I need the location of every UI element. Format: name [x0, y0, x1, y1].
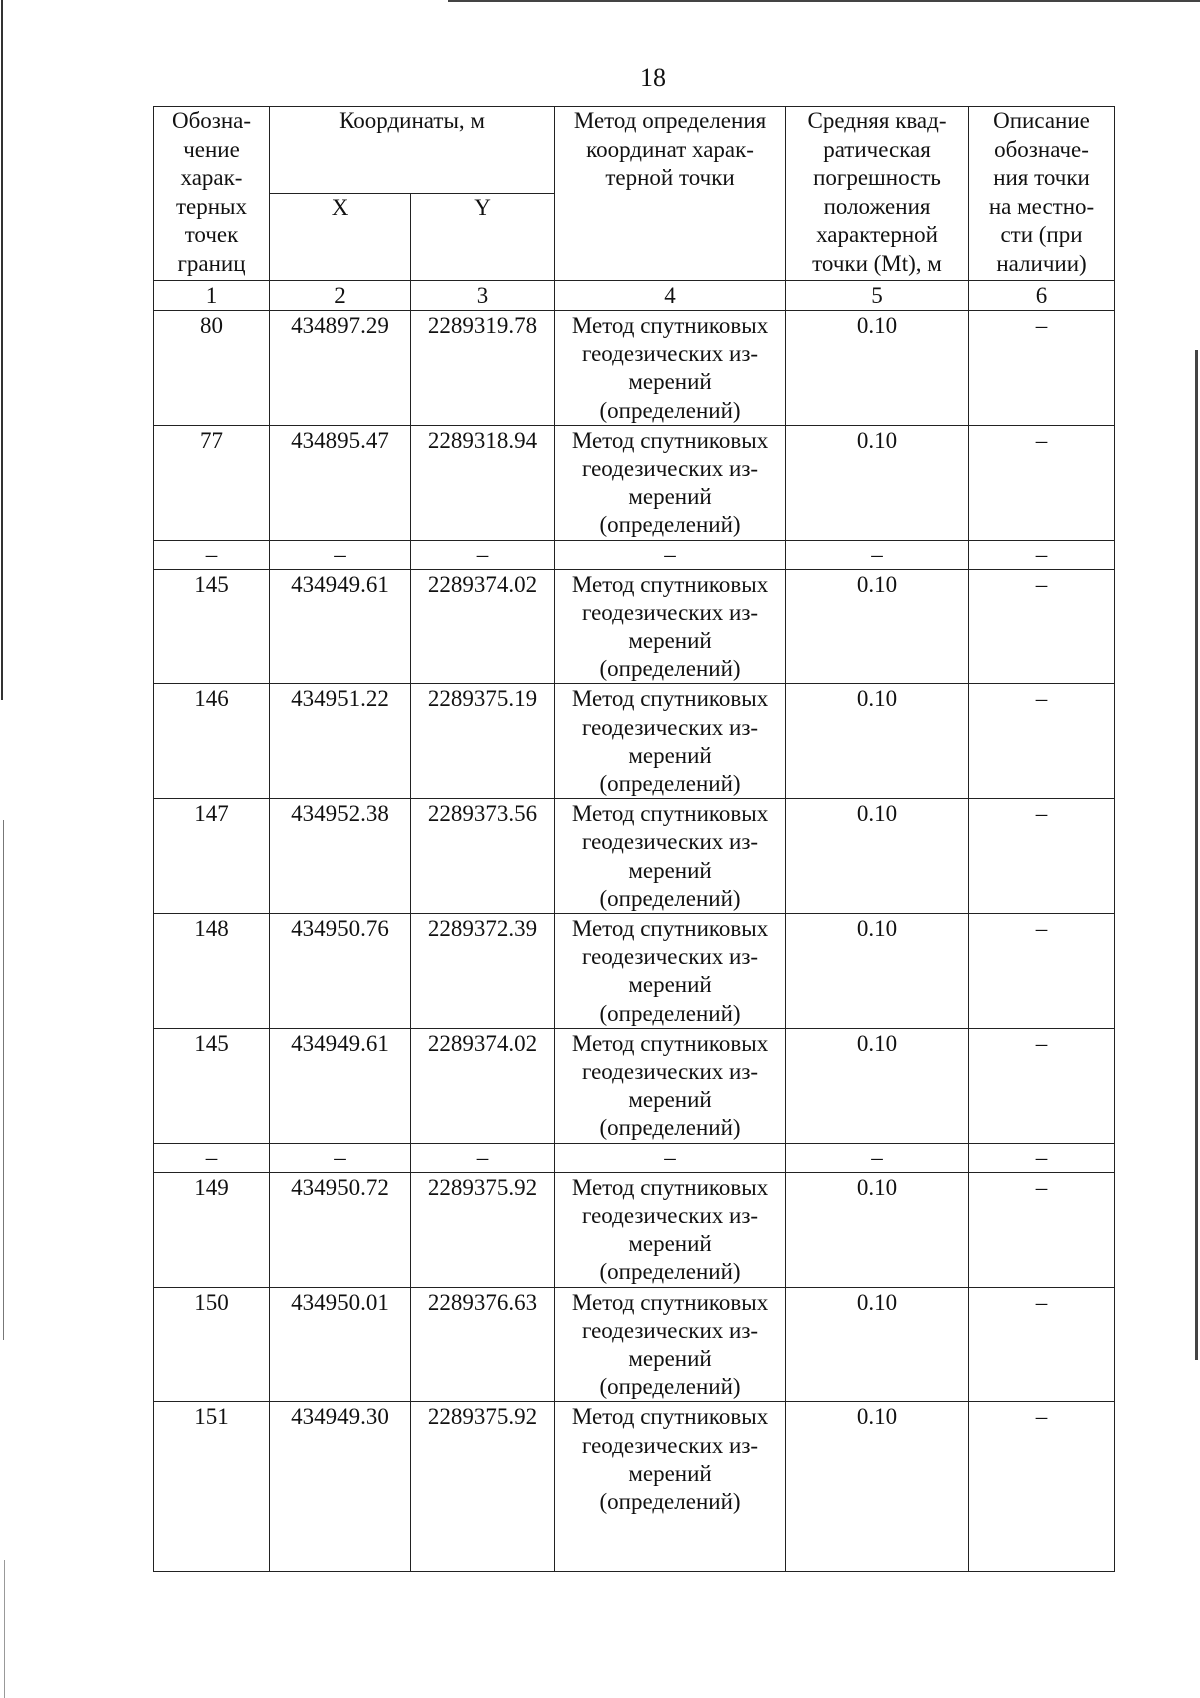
description-cell: –: [969, 684, 1115, 799]
y-coordinate-cell: 2289375.92: [411, 1402, 555, 1572]
column-number: 2: [270, 281, 411, 311]
description-cell: –: [969, 311, 1115, 426]
error-cell: 0.10: [786, 1028, 969, 1143]
x-coordinate-cell: 434949.61: [270, 569, 411, 684]
y-coordinate-cell: 2289372.39: [411, 914, 555, 1029]
point-cell: 150: [154, 1287, 270, 1402]
gap-cell: –: [969, 1143, 1115, 1172]
x-coordinate-cell: 434897.29: [270, 311, 411, 426]
method-cell: Метод спутниковых геодезических из- мерений (определений): [555, 425, 786, 540]
header-error: Средняя квад- ратическая погрешность положения характерной точки (Mt), м: [786, 107, 969, 281]
table-row: [154, 1028, 1115, 1143]
table-row: [154, 799, 1115, 914]
method-cell: Метод спутниковых геодезических из- мерений (определений): [555, 1028, 786, 1143]
point-cell: 149: [154, 1172, 270, 1287]
method-cell: Метод спутниковых геодезических из- мерений (определений): [555, 311, 786, 426]
gap-cell: –: [411, 540, 555, 569]
method-cell: Метод спутниковых геодезических из- мерений (определений): [555, 914, 786, 1029]
gap-cell: –: [270, 540, 411, 569]
error-cell: 0.10: [786, 1402, 969, 1572]
description-cell: –: [969, 1172, 1115, 1287]
scan-edge-left: [1, 0, 3, 700]
table-row: [154, 914, 1115, 1029]
column-number: 5: [786, 281, 969, 311]
description-cell: –: [969, 1402, 1115, 1572]
error-cell: 0.10: [786, 799, 969, 914]
gap-cell: –: [270, 1143, 411, 1172]
x-coordinate-cell: 434950.01: [270, 1287, 411, 1402]
table-row: [154, 684, 1115, 799]
table-header-row: [154, 107, 1115, 194]
method-cell: Метод спутниковых геодезических из- мерений (определений): [555, 1287, 786, 1402]
y-coordinate-cell: 2289373.56: [411, 799, 555, 914]
header-x: X: [270, 194, 411, 281]
header-method: Метод определения координат харак- терной точки: [555, 107, 786, 281]
method-cell: Метод спутниковых геодезических из- мерений (определений): [555, 1172, 786, 1287]
method-cell: Метод спутниковых геодезических из- мерений (определений): [555, 684, 786, 799]
y-coordinate-cell: 2289374.02: [411, 569, 555, 684]
gap-row: [154, 1143, 1115, 1172]
header-coordinates: Координаты, м: [270, 107, 555, 194]
gap-cell: –: [411, 1143, 555, 1172]
column-number: 1: [154, 281, 270, 311]
point-cell: 147: [154, 799, 270, 914]
scan-edge-top: [448, 0, 1200, 2]
header-point-designation: Обозна- чение харак- терных точек границ: [154, 107, 270, 281]
column-number: 3: [411, 281, 555, 311]
gap-cell: –: [969, 540, 1115, 569]
method-cell: Метод спутниковых геодезических из- мерений (определений): [555, 799, 786, 914]
x-coordinate-cell: 434952.38: [270, 799, 411, 914]
gap-row: [154, 540, 1115, 569]
error-cell: 0.10: [786, 425, 969, 540]
column-numbers-row: [154, 281, 1115, 311]
method-cell: Метод спутниковых геодезических из- мерений (определений): [555, 1402, 786, 1572]
page-number: 18: [640, 63, 666, 92]
point-cell: 145: [154, 1028, 270, 1143]
y-coordinate-cell: 2289375.19: [411, 684, 555, 799]
table-body: [154, 107, 1115, 1572]
column-number: 4: [555, 281, 786, 311]
description-cell: –: [969, 914, 1115, 1029]
error-cell: 0.10: [786, 684, 969, 799]
point-cell: 151: [154, 1402, 270, 1572]
table-row: [154, 1172, 1115, 1287]
header-y: Y: [411, 194, 555, 281]
gap-cell: –: [786, 540, 969, 569]
description-cell: –: [969, 569, 1115, 684]
table-row: [154, 1287, 1115, 1402]
point-cell: 77: [154, 425, 270, 540]
table-row: [154, 569, 1115, 684]
x-coordinate-cell: 434949.61: [270, 1028, 411, 1143]
description-cell: –: [969, 1287, 1115, 1402]
y-coordinate-cell: 2289376.63: [411, 1287, 555, 1402]
table-row: [154, 425, 1115, 540]
scan-edge-left-bottom: [4, 1560, 5, 1698]
gap-cell: –: [154, 1143, 270, 1172]
table-row: [154, 1402, 1115, 1572]
x-coordinate-cell: 434950.76: [270, 914, 411, 1029]
column-number: 6: [969, 281, 1115, 311]
y-coordinate-cell: 2289319.78: [411, 311, 555, 426]
x-coordinate-cell: 434950.72: [270, 1172, 411, 1287]
x-coordinate-cell: 434949.30: [270, 1402, 411, 1572]
error-cell: 0.10: [786, 311, 969, 426]
x-coordinate-cell: 434895.47: [270, 425, 411, 540]
gap-cell: –: [786, 1143, 969, 1172]
x-coordinate-cell: 434951.22: [270, 684, 411, 799]
scan-edge-left-lower: [3, 820, 4, 1340]
gap-cell: –: [555, 540, 786, 569]
description-cell: –: [969, 1028, 1115, 1143]
error-cell: 0.10: [786, 914, 969, 1029]
gap-cell: –: [555, 1143, 786, 1172]
point-cell: 146: [154, 684, 270, 799]
table-row: [154, 311, 1115, 426]
description-cell: –: [969, 425, 1115, 540]
point-cell: 145: [154, 569, 270, 684]
boundary-points-table: [153, 106, 1115, 1572]
error-cell: 0.10: [786, 569, 969, 684]
header-description: Описание обозначе- ния точки на местно- сти (при наличии): [969, 107, 1115, 281]
description-cell: –: [969, 799, 1115, 914]
y-coordinate-cell: 2289374.02: [411, 1028, 555, 1143]
point-cell: 148: [154, 914, 270, 1029]
error-cell: 0.10: [786, 1287, 969, 1402]
y-coordinate-cell: 2289375.92: [411, 1172, 555, 1287]
method-cell: Метод спутниковых геодезических из- мерений (определений): [555, 569, 786, 684]
error-cell: 0.10: [786, 1172, 969, 1287]
gap-cell: –: [154, 540, 270, 569]
y-coordinate-cell: 2289318.94: [411, 425, 555, 540]
point-cell: 80: [154, 311, 270, 426]
scan-edge-right: [1195, 350, 1198, 1360]
